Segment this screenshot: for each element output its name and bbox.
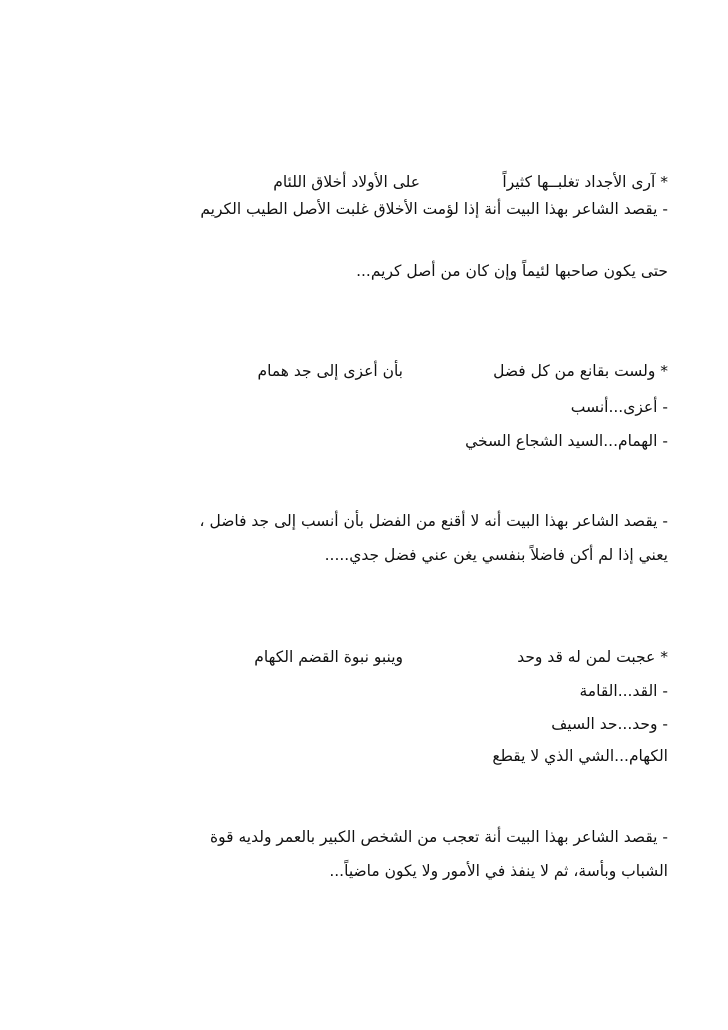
verse-1-second-half: على الأولاد أخلاق اللئام — [273, 173, 420, 191]
stanza-1-explanation-line-2: حتى يكون صاحبها لئيماً وإن كان من أصل كريم... — [356, 262, 668, 280]
stanza-3-vocab-2: - وحد...حد السيف — [551, 715, 668, 733]
stanza-3-explanation-line-2: الشباب وبأسة، ثم لا ينفذ في الأمور ولا يكون ماضياً... — [329, 862, 668, 880]
verse-2-first-half: * ولست بقانع من كل فضل — [493, 362, 668, 380]
stanza-2-vocab-2: - الهمام...السيد الشجاع السخي — [465, 432, 668, 450]
verse-1-first-half: * آرى الأجداد تغلبــها كثيراً — [502, 173, 668, 191]
stanza-3-vocab-1: - القد...القامة — [579, 682, 668, 700]
verse-2-second-half: بأن أعزى إلى جد همام — [257, 362, 403, 380]
verse-3-second-half: وينبو نبوة القضم الكهام — [254, 648, 403, 666]
stanza-1-explanation-line-1: - يقصد الشاعر بهذا البيت أنة إذا لؤمت الأخلاق غلبت الأصل الطيب الكريم — [200, 200, 668, 218]
stanza-2-explanation-line-2: يعني إذا لم أكن فاضلاً بنفسي يغن عني فضل جدي..... — [324, 546, 668, 564]
stanza-2-explanation-line-1: - يقصد الشاعر بهذا البيت أنه لا أقنع من الفضل بأن أنسب إلى جد فاضل ، — [199, 512, 668, 530]
stanza-2-vocab-1: - أعزى...أنسب — [570, 398, 668, 416]
verse-3 — [108, 646, 668, 668]
stanza-3-explanation-line-1: - يقصد الشاعر بهذا البيت أنة تعجب من الشخص الكبير بالعمر ولديه قوة — [210, 828, 668, 846]
stanza-3-vocab-3: الكهام...الشي الذي لا يقطع — [492, 747, 668, 765]
verse-3-first-half: * عجبت لمن له قد وحد — [517, 648, 668, 666]
verse-1 — [108, 171, 668, 193]
verse-2 — [108, 360, 668, 382]
